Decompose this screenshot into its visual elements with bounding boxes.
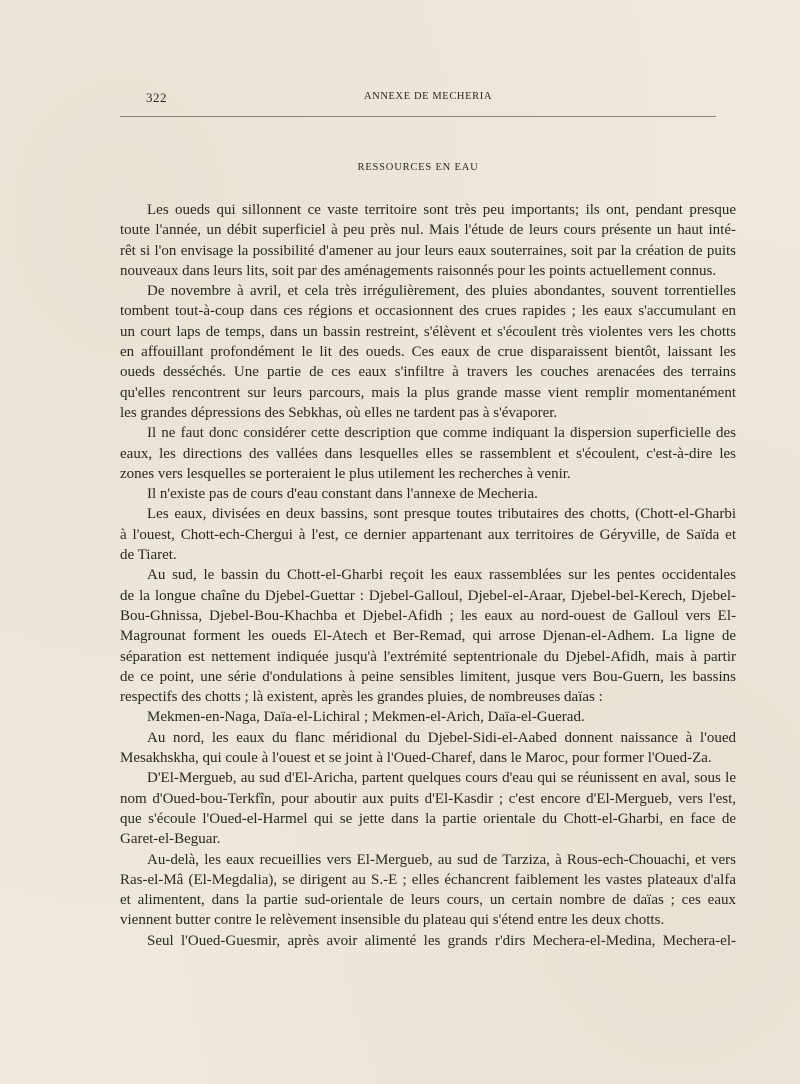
text-line: et alimentent, dans la partie sud-orientale de leurs cours, un certain nombre de daïas ; ces eaux	[120, 892, 736, 909]
text-line: respectifs des chotts ; là existent, après les grandes pluies, de nombreuses daïas :	[120, 689, 603, 706]
text-line: qu'elles rencontrent sur leurs parcours, mais la plus grande masse vient remplir momentanément	[120, 384, 736, 401]
text-line: séparation est nettement indiquée jusqu'à l'extrémité septentrionale du Djebel-Afidh, mais à partir	[120, 648, 736, 665]
text-line: Bou-Ghnissa, Djebel-Bou-Khachba et Djebel-Afidh ; les eaux au nord-ouest de Galloul vers El-	[120, 607, 736, 624]
text-line: D'El-Mergueb, au sud d'El-Aricha, partent quelques cours d'eau qui se réunissent en aval, sous le	[147, 770, 736, 787]
text-line: Au nord, les eaux du flanc méridional du Djebel-Sidi-el-Aabed donnent naissance à l'oued	[147, 729, 736, 746]
text-line: les grandes dépressions des Sebkhas, où elles ne tardent pas à s'évaporer.	[120, 404, 558, 421]
text-line: Mesakhskha, qui coule à l'ouest et se joint à l'Oued-Charef, dans le Maroc, pour former l'Oued-Za.	[120, 750, 712, 767]
text-line: oueds desséchés. Une partie de ces eaux s'infiltre à travers les couches arenacées des terrains	[120, 364, 736, 381]
running-title: ANNEXE DE MECHERIA	[363, 91, 493, 102]
page-number: 322	[146, 90, 167, 105]
text-line: toute l'année, un débit superficiel à peu près nul. Mais l'étude de leurs cours présente un haut inté-	[120, 222, 736, 239]
text-line: de ce point, une série d'ondulations à peine sensibles limitent, jusque vers Bou-Guern, les bassins	[120, 668, 736, 685]
text-line: nouveaux dans leurs lits, soit par des aménagements raisonnés pour les points actuellement connus.	[120, 262, 717, 279]
text-line: tombent tout-à-coup dans ces régions et occasionnent des crues rapides ; les eaux s'accumulant en	[120, 303, 736, 320]
text-line: zones vers lesquelles se porteraient le plus utilement les recherches à venir.	[120, 465, 571, 482]
running-head	[146, 90, 710, 106]
header-rule	[120, 116, 716, 117]
text-line: De novembre à avril, et cela très irrégulièrement, des pluies abondantes, souvent torrentielles	[147, 283, 736, 300]
text-line: de la longue chaîne du Djebel-Guettar : Djebel-Galloul, Djebel-el-Araar, Djebel-bel-Kerech, Djebel-	[120, 587, 736, 604]
text-line: Ras-el-Mâ (El-Megdalia), se dirigent au S.-E ; elles échancrent faiblement les vastes plateaux d'alfa	[120, 871, 736, 888]
text-line: Les oueds qui sillonnent ce vaste territoire sont très peu importants; ils ont, pendant presque	[147, 202, 736, 218]
text-line: Il n'existe pas de cours d'eau constant dans l'annexe de Mecheria.	[147, 486, 538, 503]
text-line: Au sud, le bassin du Chott-el-Gharbi reçoit les eaux rassemblées sur les pentes occidentales	[147, 567, 736, 584]
text-line: à l'ouest, Chott-ech-Chergui à l'est, ce dernier appartenant aux territoires de Géryville, de Saïda et	[120, 526, 736, 543]
text-line: Au-delà, les eaux recueillies vers El-Mergueb, au sud de Tarziza, à Rous-ech-Chouachi, et vers	[147, 851, 736, 868]
text-line: en affouillant profondément le lit des oueds. Ces eaux de crue disparaissent bientôt, laissant les	[120, 344, 736, 361]
text-line: Magrounat forment les oueds El-Atech et Ber-Remad, qui arrose Djenan-el-Adhem. La ligne de	[120, 628, 736, 645]
text-line: Mekmen-en-Naga, Daïa-el-Lichiral ; Mekmen-el-Arich, Daïa-el-Guerad.	[147, 709, 585, 726]
text-line: nom d'Oued-bou-Terkfîn, pour aboutir aux puits d'El-Kasdir ; c'est encore d'El-Mergueb, vers l'est,	[120, 790, 736, 807]
text-line: eaux, les directions des vallées dans lesquelles elles se rassemblent et s'écoulent, c'est-à-dire les	[120, 445, 736, 462]
text-line: Il ne faut donc considérer cette description que comme indiquant la dispersion superficielle des	[147, 425, 736, 442]
text-line: Les eaux, divisées en deux bassins, sont presque toutes tributaires des chotts, (Chott-el-Gharbi	[147, 506, 736, 523]
text-line: de Tiaret.	[120, 547, 177, 564]
text-line: rêt si l'on envisage la possibilité d'amener au jour leurs eaux souterraines, soit par la création de puits	[120, 242, 736, 259]
text-line: que s'écoule l'Oued-el-Harmel qui se jette dans la partie orientale du Chott-el-Gharbi, en face de	[120, 810, 736, 827]
text-line: un court laps de temps, dans un bassin restreint, s'élèvent et s'écoulent très violentes vers les chotts	[120, 323, 736, 340]
body-text	[120, 200, 736, 951]
text-line: Garet-el-Beguar.	[120, 831, 221, 848]
text-line: viennent butter contre le relèvement insensible du plateau qui s'étend entre les deux chotts.	[120, 912, 665, 929]
text-line: Seul l'Oued-Guesmir, après avoir alimenté les grands r'dirs Mechera-el-Medina, Mechera-el-	[147, 932, 736, 949]
section-title: RESSOURCES EN EAU	[357, 162, 479, 173]
